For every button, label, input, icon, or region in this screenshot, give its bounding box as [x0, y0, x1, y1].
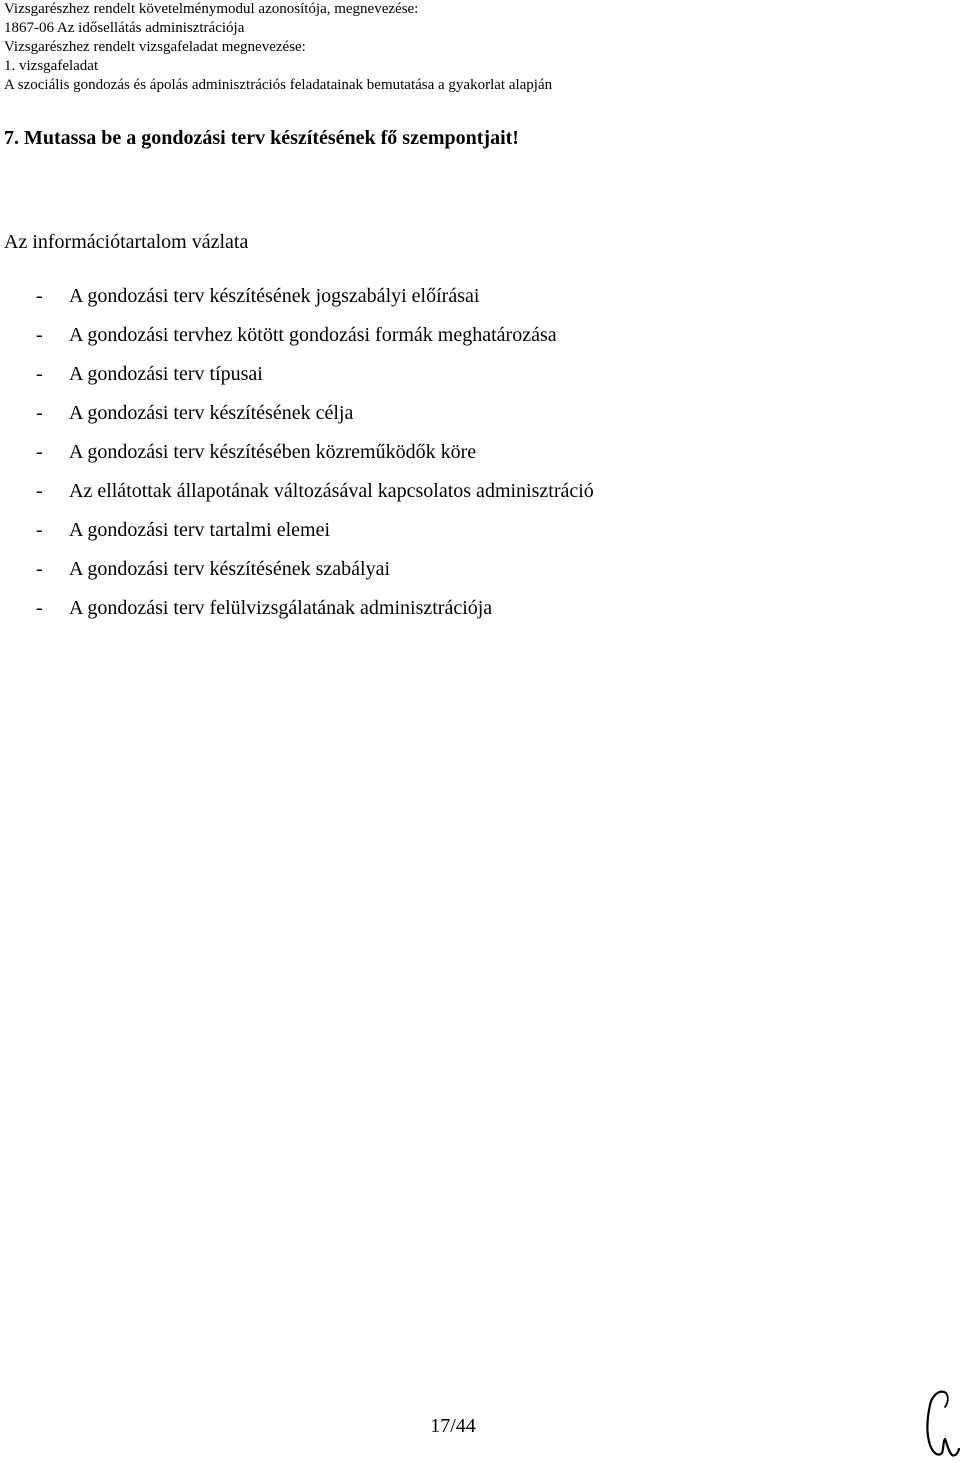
page-header — [4, 0, 954, 95]
header-line-task-number: 1. vizsgafeladat — [4, 58, 99, 74]
list-item — [36, 359, 594, 398]
header-line-module-label: Vizsgarészhez rendelt követelménymodul azonosítója, megnevezése: — [4, 1, 419, 17]
outline-list — [36, 281, 594, 632]
header-line-module-name: 1867-06 Az idősellátás adminisztrációja — [4, 20, 245, 36]
list-item-text: A gondozási terv tartalmi elemei — [69, 519, 331, 541]
list-item — [36, 398, 594, 437]
list-dash: - — [36, 402, 43, 424]
header-line-task-label: Vizsgarészhez rendelt vizsgafeladat megnevezése: — [4, 39, 306, 55]
list-item-text: A gondozási tervhez kötött gondozási formák meghatározása — [69, 324, 557, 346]
list-dash: - — [36, 324, 43, 346]
page-number: 17/44 — [430, 1415, 476, 1437]
list-dash: - — [36, 558, 43, 580]
header-line-task-name: A szociális gondozás és ápolás adminisztrációs feladatainak bemutatása a gyakorlat alapján — [4, 77, 553, 93]
list-item-text: A gondozási terv típusai — [69, 363, 263, 385]
list-item — [36, 437, 594, 476]
outline-title: Az információtartalom vázlata — [4, 231, 249, 253]
list-item-text: A gondozási terv felülvizsgálatának adminisztrációja — [69, 597, 493, 619]
list-item — [36, 593, 594, 632]
list-dash: - — [36, 441, 43, 463]
handwritten-initial-signature — [918, 1385, 960, 1463]
list-dash: - — [36, 519, 43, 541]
list-item-text: A gondozási terv készítésének jogszabályi előírásai — [69, 285, 480, 307]
list-item-text: A gondozási terv készítésének célja — [69, 402, 354, 424]
list-item — [36, 281, 594, 320]
question-heading: 7. Mutassa be a gondozási terv készítésének fő szempontjait! — [4, 127, 519, 149]
list-item — [36, 476, 594, 515]
list-dash: - — [36, 597, 43, 619]
list-item — [36, 320, 594, 359]
list-dash: - — [36, 363, 43, 385]
list-item-text: A gondozási terv készítésének szabályai — [69, 558, 390, 580]
list-item — [36, 515, 594, 554]
list-item-text: Az ellátottak állapotának változásával kapcsolatos adminisztráció — [69, 480, 594, 502]
list-dash: - — [36, 285, 43, 307]
list-dash: - — [36, 480, 43, 502]
list-item — [36, 554, 594, 593]
list-item-text: A gondozási terv készítésében közreműködők köre — [69, 441, 477, 463]
